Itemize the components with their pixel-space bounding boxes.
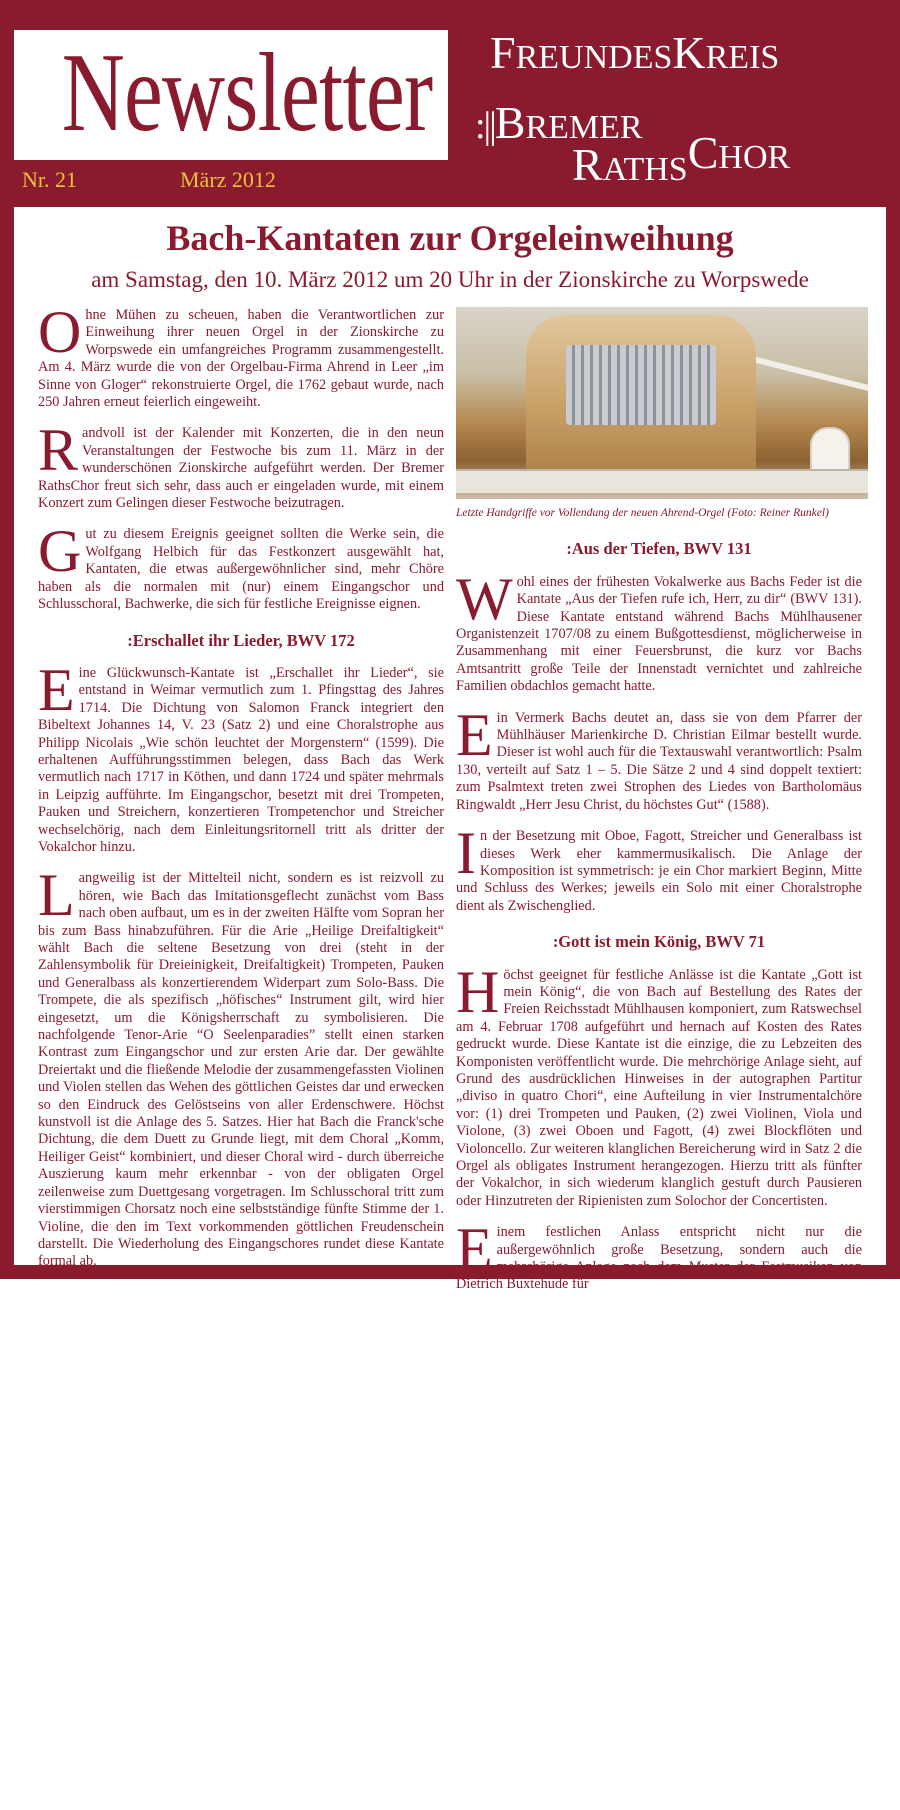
paragraph: Ohne Mühen zu scheuen, haben die Verantwortlichen zur Einweihung ihrer neuen Orgel in der Zionskirche zu Worpswede ein umfangreiches Programm zusammengestellt. Am 4. März wurde die von der Orgelbau-Firma Ahrend in Leer „im Sinne von Gloger“ rekonstruierte Orgel, die 1762 gebaut wurde, nach 250 Jahren erneut feierlich eingeweiht.	[38, 299, 444, 411]
section-heading: :Erschallet ihr Lieder, BWV 172	[127, 630, 355, 650]
content-panel	[14, 207, 886, 1293]
left-column	[38, 299, 444, 1285]
paragraph: Einem festlichen Anlass entspricht nicht nur die außergewöhnlich große Besetzung, sondern auch die mehrchörige Anlage nach dem Muster der Festmusiken von Dietrich Buxtehude für	[456, 1216, 862, 1293]
paragraph: In der Besetzung mit Oboe, Fagott, Streicher und Generalbass ist dieses Werk eher kammermusikalisch. Die Anlage der Komposition ist symmetrisch: je ein Chor markiert Beginn, Mitte und Schluss des Werkes; jeweils ein Solo mit einer Choralstrophe dient als Zwischenglied.	[456, 820, 862, 914]
paragraph: Randvoll ist der Kalender mit Konzerten, die in den neun Veranstaltungen der Festwoche bis zum 11. März in der wunderschönen Zionskirche aufgeführt werden. Der Bremer RathsChor freut sich sehr, dass auch er eingeladen wurde, mit einem Konzert zum Gelingen dieser Festwoche beizutragen.	[38, 417, 444, 512]
section-heading: :Gott ist mein König, BWV 71	[552, 932, 766, 952]
drop-cap: E	[456, 1216, 493, 1283]
paragraph: Ein Vermerk Bachs deutet an, dass sie von dem Pfarrer der Mühlhäuser Marienkirche D. Christian Eilmar bestellt wurde. Dieser ist wohl auch für die Textauswahl verantwortlich: Psalm 130, verteilt auf Satz 1 – 5. Die Sätze 2 und 4 sind doppelt textiert: zum Psalmtext treten zwei Strophen des Liedes von Bartholomäus Ringwaldt „Herr Jesu Christ, du höchstes Gut“ (1588).	[456, 701, 862, 813]
section-heading: :Aus der Tiefen, BWV 131	[566, 539, 752, 559]
headline: Bach-Kantaten zur Orgeleinweihung	[166, 218, 734, 258]
paragraph: Höchst geeignet für festliche Anlässe ist die Kantate „Gott ist mein König“, die von Bach auf Bestellung des Rates der Freien Reichsstadt Mühlhausen komponiert, zum Ratswechsel am 4. Februar 1708 aufgeführt und hernach auf Kosten des Rates gedruckt wurde. Diese Kantate ist die einzige, die zu Lebzeiten des Komponisten veröffentlicht wurde. Die mehrchörige Anlage sieht, auf Grund des ausdrücklichen Hinweises in der autographen Partitur „diviso in quatro Chori“, eine Aufteilung in vier Instrumentalchöre vor: (1) drei Trompeten und Pauken, (2) zwei Violinen, Viola und Violone, (3) zwei Oboen und Fagott, (4) zwei Blockflöten und Violoncello. Zur weiteren klanglichen Bereicherung wird in Satz 2 die Orgel als obligates Instrument herangezogen. Hierzu tritt als fünfter der Vokalchor, in sich wiederum klanglich gestuft durch Pausieren oder Hinzutreten der Ripienisten zum Solochor der Concertisten.	[456, 958, 862, 1209]
drop-cap: G	[38, 518, 82, 585]
issue-date: März 2012	[180, 167, 276, 192]
paragraph: Wohl eines der frühesten Vokalwerke aus Bachs Feder ist die Kantate „Aus der Tiefen rufe ich, Herr, zu dir“ (BWV 131). Diese Kantate entstand während Bachs Mühlhausener Organistenzeit 1707/08 zu einem Bußgottesdienst, möglicherweise in Zusammenhang mit einer Feuersbrunst, die kurz vor Bachs Amtsantritt große Teile der Innenstadt vernichtet und zahlreiche Familien obdachlos gemacht hatte.	[456, 565, 862, 695]
drop-cap: E	[456, 701, 493, 768]
church-window	[810, 427, 850, 475]
paragraph: Gut zu diesem Ereignis geeignet sollten die Werke sein, die Wolfgang Helbich für das Festkonzert ausgewählt hat, Kantaten, die etwas außergewöhnlicher sind, mehr Chöre haben als die normalen mit (nur) einem Eingangschor und Schlusschoral, Bachwerke, die sich für festliche Ereignisse eignen.	[38, 518, 444, 613]
drop-cap: E	[38, 656, 75, 723]
club-name-line2: :||BREMER	[475, 97, 643, 148]
drop-cap: H	[456, 958, 500, 1025]
paragraph: Langweilig ist der Mittelteil nicht, sondern es ist reizvoll zu hören, wie Bach das Imitationsgeflecht zunächst vom Bass nach oben aufbaut, um es in der zweiten Hälfte vom Sopran her bis zum Bass hinabzuführen. Für die Arie „Heilige Dreifaltigkeit“ wählt Bach die seltene Besetzung von drei (steht in der Zahlensymbolik für Dreieinigkeit, Dreifaltigkeit) Trompeten, Pauken und Generalbass als konzertierendem Widerpart zum Solo-Bass. Die Trompete, die als spezifisch „höfisches“ Instrument gilt, wird hier eingesetzt, um die Königsherrschaft zu symbolisieren. Die nachfolgende Tenor-Arie “O Seelenparadies” stellt einen starken Kontrast zum Eingangschor und zur ersten Arie dar. Der gewählte Dreiertakt und die fließende Melodie der zusammengefassten Violinen und Violen stellen das Wehen des göttlichen Geistes dar und erwecken so den Eindruck des Gelöstseins von aller Erdenschwere. Höchst kunstvoll ist die Anlage des 5. Satzes. Hier hat Bach die Franck'sche Dichtung, die dem Duett zu Grunde liegt, mit dem Choral „Komm, Heiliger Geist“ kombiniert, und dieser Choral wird - durch überreiche Auszierung kaum mehr erkennbar - von der obligaten Orgel zeilenweise zum Duettgesang vorgetragen. Im Schlusschoral tritt zum vierstimmigen Chorsatz noch eine selbstständige fünfte Stimme der 1. Violine, die den im Text vorkommenden göttlichen Freudenschein darstellt. Die Wiederholung des Eingangschores rundet diese Kantate formal ab.	[38, 862, 444, 1270]
gallery-rail	[456, 469, 868, 493]
paragraph: Eine Glückwunsch-Kantate ist „Erschallet ihr Lieder“, sie entstand in Weimar vermutlich zum 1. Pfingsttag des Jahres 1714. Die Dichtung von Salomon Franck integriert den Bibeltext Johannes 14, V. 23 (Satz 2) und eine Choralstrophe aus Philipp Nicolais „Wie schön leuchtet der Morgenstern“ (1599). Die erhaltenen Aufführungsstimmen belegen, dass Bach das Werk vermutlich nach 1717 in Köthen, und dann 1724 und später mehrmals in Leipzig aufführte. Im Eingangschor, besetzt mit drei Trompeten, Pauken und Streichern, konzertieren Trompetenchor und Streicher wechselchörig, nach dem Einleitungsritornell tritt als dritter der Vokalchor hinzu.	[38, 656, 444, 855]
organ-photo	[456, 307, 868, 499]
subheadline: am Samstag, den 10. März 2012 um 20 Uhr in der Zionskirche zu Worpswede	[91, 267, 809, 292]
masthead-box	[14, 30, 448, 160]
drop-cap: L	[38, 862, 75, 929]
photo-caption: Letzte Handgriffe vor Vollendung der neuen Ahrend-Orgel (Foto: Reiner Runkel)	[456, 507, 829, 519]
club-logo-mark: :||	[475, 105, 495, 147]
masthead-title: Newsletter	[61, 31, 433, 155]
drop-cap: R	[38, 417, 79, 484]
drop-cap: O	[38, 299, 82, 365]
club-name-line3: RATHSCHOR	[572, 127, 791, 190]
drop-cap: W	[456, 565, 513, 632]
issue-number: Nr. 21	[22, 167, 77, 192]
drop-cap: I	[456, 820, 476, 887]
club-name-line1: FREUNDESKREIS	[490, 27, 780, 78]
organ-pipes	[566, 345, 716, 425]
right-column	[456, 307, 862, 1308]
